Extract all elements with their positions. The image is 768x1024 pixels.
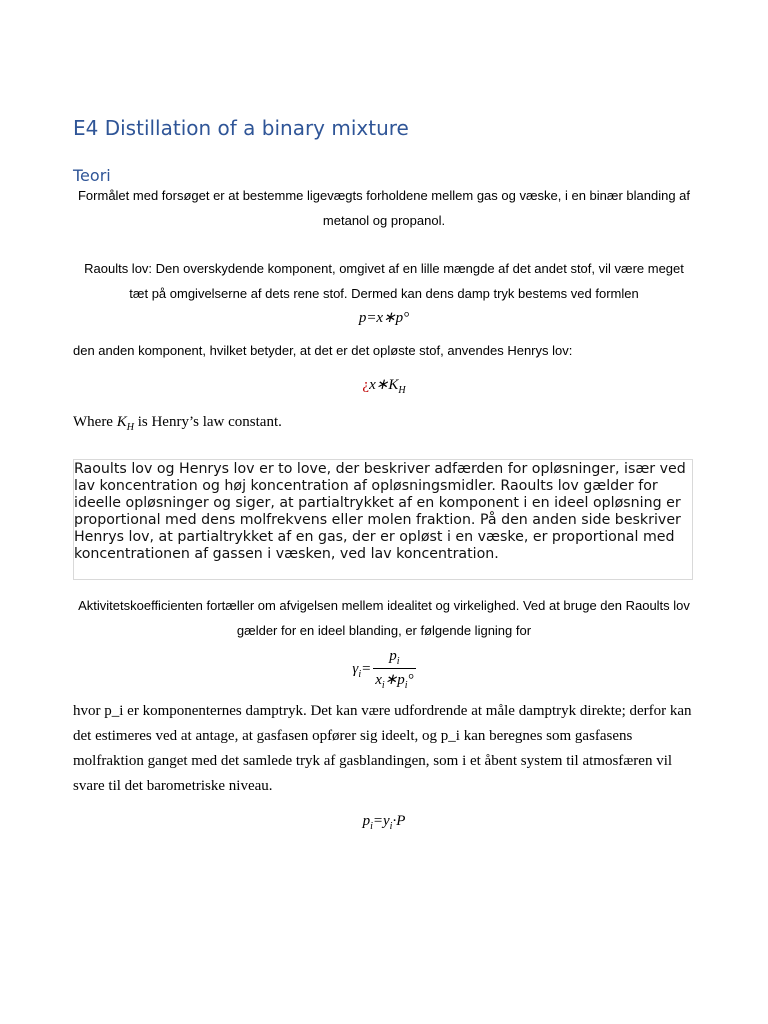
gamma-num-p: p bbox=[389, 648, 397, 664]
paragraph-vapor-pressure: hvor p_i er komponenternes damptryk. Det kan være udfordrende at måle damptryk direkte; derfor kan det estimeres ved at antage, at gasfasen opfører sig ideelt, og p_i kan beregnes som gasfasens molfraktion ganget med det samlede tryk af gasblandingen, som i et åbent system til atmosfæren vil svare til det barometriske niveau. bbox=[73, 703, 692, 794]
paragraph-purpose: Formålet med forsøget er at bestemme ligevægts forholdene mellem gas og væske, i en binær blanding af metanol og propanol. bbox=[77, 188, 690, 228]
where-line bbox=[73, 414, 282, 433]
gamma-den-p-sub: i bbox=[404, 680, 408, 691]
text-box: Raoults lov og Henrys lov er to love, der beskriver adfærden for opløsninger, især ved lav koncentration og høj koncentration af opløsningsmidler. Raoults lov gælder for ideelle opløsninger og siger, at partialtrykket af en komponent i en ideel opløsning er proportional med dens molfrekvens eller molen fraktion. På den anden side beskriver Henrys lov, at partialtrykket af en gas, der er opløst i en væske, er proportional med koncentrationen af gassen i væsken, ved lav koncentration. bbox=[73, 459, 693, 580]
gamma-num-sub: i bbox=[396, 656, 400, 667]
gamma-den-mid: ∗p bbox=[384, 672, 405, 688]
gamma-eq: = bbox=[361, 660, 372, 677]
formula-raoult: p=x∗p° bbox=[358, 310, 410, 326]
paragraph-henry-intro: den anden komponent, hvilket betyder, at det er det opløste stof, anvendes Henrys lov: bbox=[73, 343, 573, 358]
gamma-numerator bbox=[373, 648, 415, 669]
last-y-sub: i bbox=[389, 821, 393, 832]
where-suffix: is Henry’s law constant. bbox=[133, 414, 282, 430]
last-p: p bbox=[362, 813, 371, 829]
gamma-den-x-sub: i bbox=[381, 680, 385, 691]
formula-henry-sub: H bbox=[398, 385, 406, 396]
formula-partial-pressure bbox=[0, 813, 768, 832]
formula-henry-prefix: ¿ bbox=[362, 377, 370, 393]
where-symbol: K bbox=[116, 414, 127, 430]
last-eq: =y bbox=[372, 813, 390, 829]
document-title: E4 Distillation of a binary mixture bbox=[73, 116, 409, 140]
paragraph-activity: Aktivitetskoefficienten fortæller om afvigelsen mellem idealitet og virkelighed. Ved at bruge den Raoults lov gælder for en ideel blanding, er følgende ligning for bbox=[78, 598, 690, 638]
gamma-lhs-sub: i bbox=[358, 668, 362, 680]
paragraph-raoult: Raoults lov: Den overskydende komponent, omgivet af en lille mængde af det andet stof, vil være meget tæt på omgivelserne af dets rene stof. Dermed kan dens damp tryk bestems ved formlen bbox=[84, 261, 684, 301]
section-heading: Teori bbox=[73, 166, 111, 185]
gamma-lhs: γ bbox=[352, 660, 359, 677]
gamma-fraction bbox=[373, 648, 415, 691]
last-p-sub: i bbox=[370, 821, 373, 832]
formula-henry-body: x∗K bbox=[369, 377, 399, 393]
last-end: ·P bbox=[392, 813, 406, 829]
gamma-denominator bbox=[373, 669, 415, 691]
gamma-den-x: x bbox=[375, 672, 382, 688]
gamma-den-end: ° bbox=[407, 672, 414, 688]
formula-gamma bbox=[0, 648, 768, 691]
formula-henry bbox=[0, 375, 768, 396]
where-sub: H bbox=[126, 422, 134, 433]
where-prefix: Where bbox=[73, 414, 117, 430]
